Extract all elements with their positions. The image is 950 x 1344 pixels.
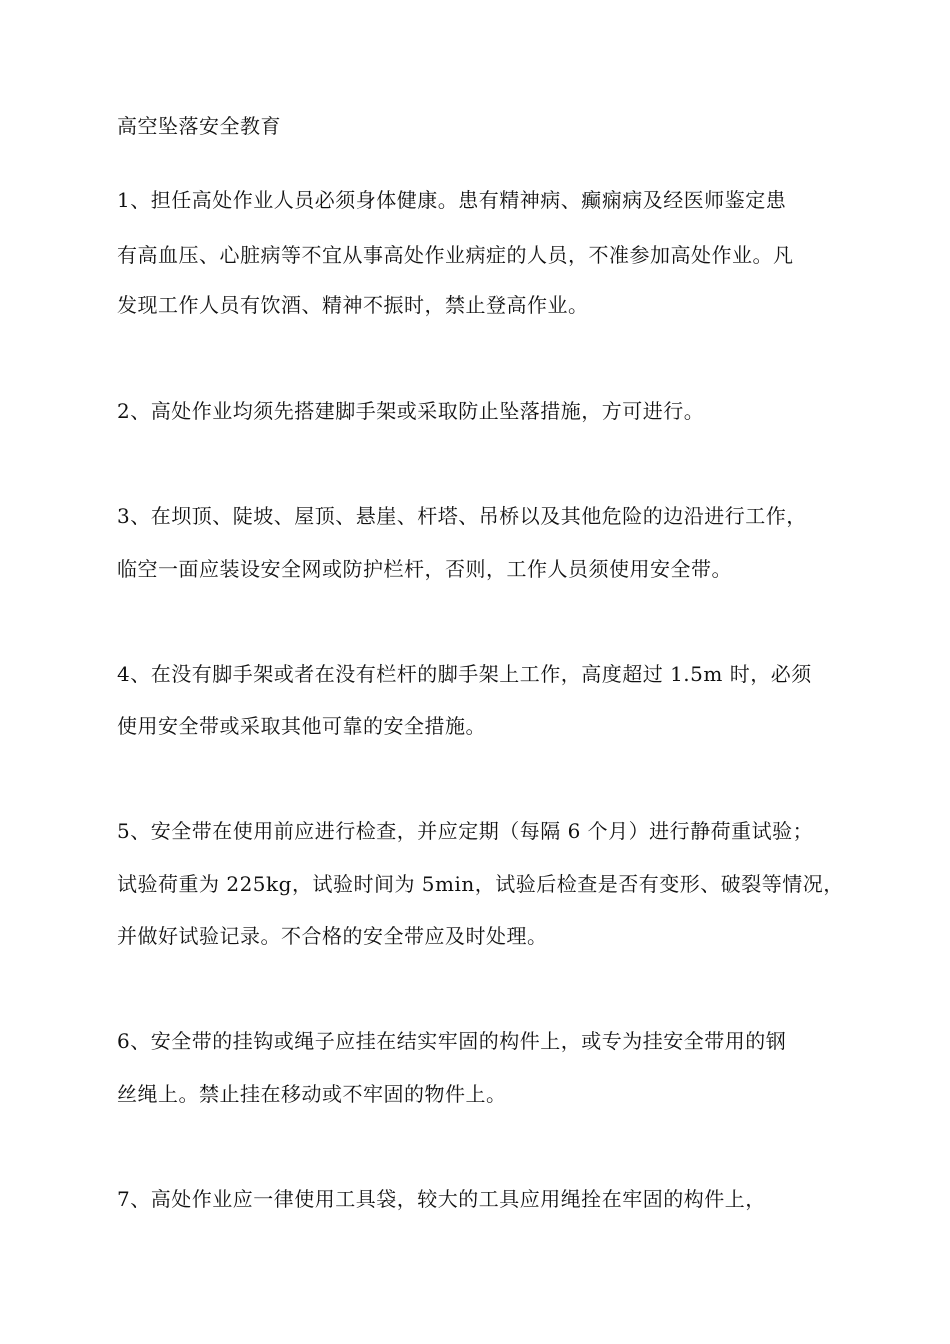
paragraph-line: 6、安全带的挂钩或绳子应挂在结实牢固的构件上，或专为挂安全带用的钢 xyxy=(117,1029,787,1053)
paragraph-line: 并做好试验记录。不合格的安全带应及时处理。 xyxy=(117,924,548,948)
paragraph-line: 发现工作人员有饮酒、精神不振时，禁止登高作业。 xyxy=(117,293,589,317)
document-title: 高空坠落安全教育 xyxy=(117,114,281,138)
paragraph-line: 7、高处作业应一律使用工具袋，较大的工具应用绳拴在牢固的构件上， xyxy=(117,1187,766,1211)
paragraph-line: 4、在没有脚手架或者在没有栏杆的脚手架上工作，高度超过 1.5m 时，必须 xyxy=(117,662,812,686)
paragraph-line: 1、担任高处作业人员必须身体健康。患有精神病、癫痫病及经医师鉴定患 xyxy=(117,188,787,212)
paragraph-line: 使用安全带或采取其他可靠的安全措施。 xyxy=(117,714,486,738)
paragraph-line: 2、高处作业均须先搭建脚手架或采取防止坠落措施，方可进行。 xyxy=(117,399,705,423)
paragraph-line: 临空一面应装设安全网或防护栏杆，否则，工作人员须使用安全带。 xyxy=(117,557,732,581)
paragraph-line: 5、安全带在使用前应进行检查，并应定期（每隔 6 个月）进行静荷重试验； xyxy=(117,819,814,843)
paragraph-line: 有高血压、心脏病等不宜从事高处作业病症的人员，不准参加高处作业。凡 xyxy=(117,243,794,267)
paragraph-line: 丝绳上。禁止挂在移动或不牢固的物件上。 xyxy=(117,1082,507,1106)
paragraph-line: 试验荷重为 225kg，试验时间为 5min，试验后检查是否有变形、破裂等情况， xyxy=(117,872,844,896)
paragraph-line: 3、在坝顶、陡坡、屋顶、悬崖、杆塔、吊桥以及其他危险的边沿进行工作， xyxy=(117,504,807,528)
